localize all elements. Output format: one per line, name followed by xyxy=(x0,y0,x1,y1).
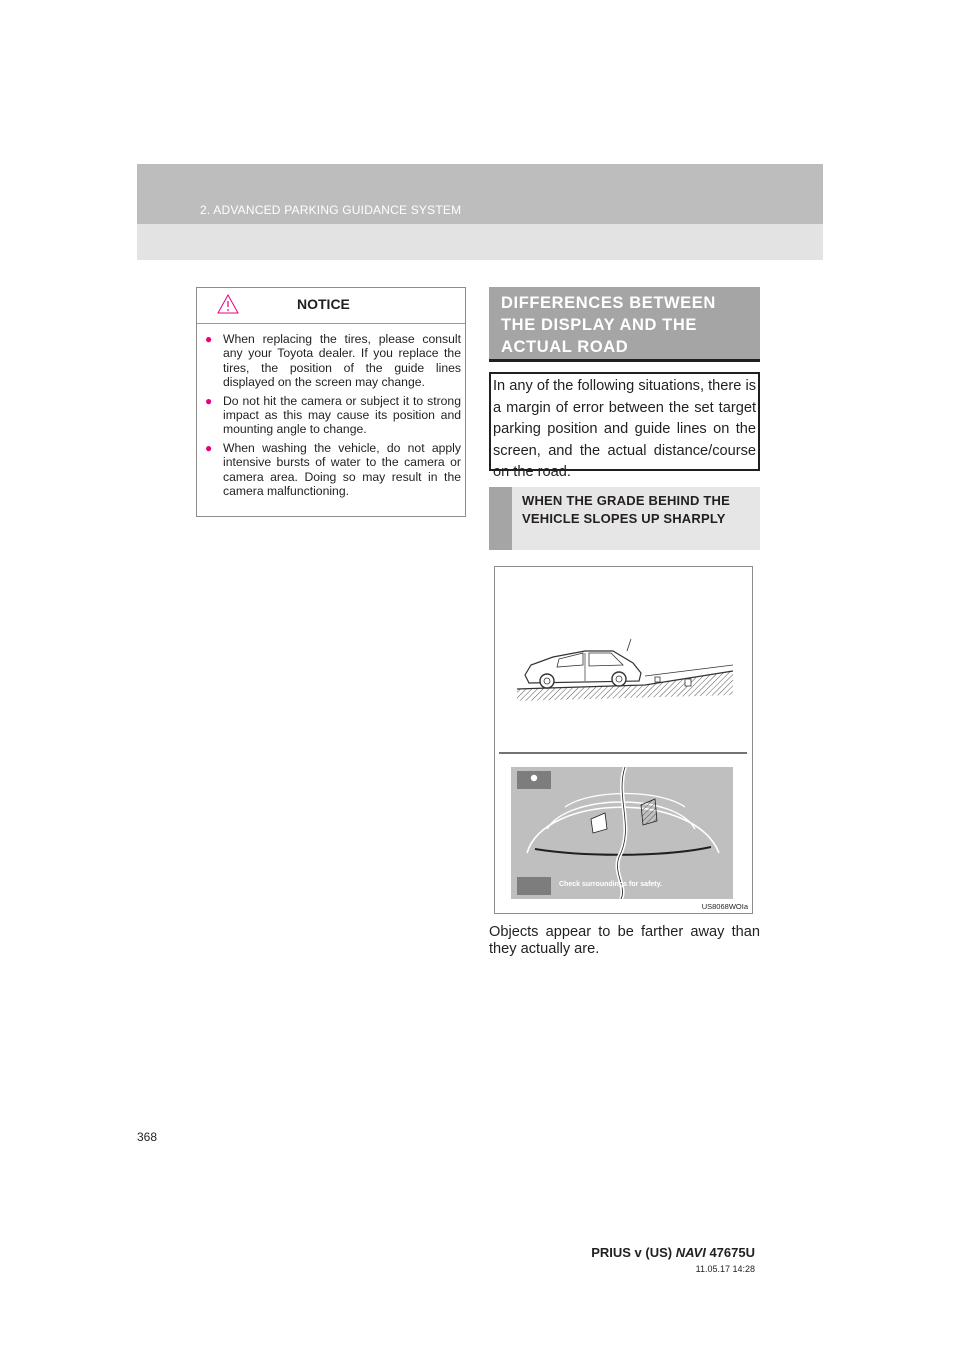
notice-item xyxy=(205,394,461,437)
page-number: 368 xyxy=(137,1130,158,1144)
screen-message: Check surroundings for safety. xyxy=(559,881,662,888)
notice-item xyxy=(205,332,461,390)
bullet-icon: ● xyxy=(205,440,213,455)
slope-illustration xyxy=(495,567,752,913)
notice-item-text: When washing the vehicle, do not apply intensive bursts of water to the camera or camera area. Doing so may result in the camera malfunctioning. xyxy=(223,440,461,499)
bullet-icon: ● xyxy=(205,393,213,408)
notice-title: NOTICE xyxy=(297,296,350,312)
header-subband xyxy=(137,224,823,260)
notice-box xyxy=(196,287,466,517)
footer-timestamp: 11.05.17 14:28 xyxy=(695,1264,755,1274)
illustration-figure xyxy=(494,566,753,914)
grade-title: WHEN THE GRADE BEHIND THE VEHICLE SLOPES UP SHARPLY xyxy=(522,493,730,526)
grade-heading-bar xyxy=(489,487,512,550)
marker-icon xyxy=(685,679,691,686)
marker-icon xyxy=(655,677,660,682)
notice-item-text: When replacing the tires, please consult any your Toyota dealer. If you replace the tires, the position of the guide lines displayed on the screen may change. xyxy=(223,332,461,390)
warning-triangle-icon xyxy=(217,294,239,314)
screen-button xyxy=(517,877,551,895)
differences-title: DIFFERENCES BETWEEN THE DISPLAY AND THE ACTUAL ROAD xyxy=(501,294,716,356)
model-code: 47675U xyxy=(709,1245,755,1260)
notice-list xyxy=(205,332,461,502)
model-name: PRIUS v (US) xyxy=(591,1245,673,1260)
notice-item xyxy=(205,441,461,499)
grade-heading xyxy=(489,487,760,550)
camera-icon xyxy=(531,775,537,781)
notice-item-text: Do not hit the camera or subject it to strong impact as this may cause its position and mounting angle to change. xyxy=(223,393,461,437)
bullet-icon: ● xyxy=(205,332,213,346)
notice-header xyxy=(197,288,465,324)
differences-heading xyxy=(489,287,760,362)
footer-model xyxy=(591,1245,755,1260)
section-title: 2. ADVANCED PARKING GUIDANCE SYSTEM xyxy=(200,203,462,217)
navi-label: NAVI xyxy=(675,1245,706,1260)
car-icon xyxy=(525,639,641,688)
figure-caption: Objects appear to be farther away than they actually are. xyxy=(489,924,760,957)
figure-code: US8068WOIa xyxy=(701,902,748,911)
differences-description: In any of the following situations, there is a margin of error between the set target parking position and guide lines on the screen, and the actual distance/course on the road. xyxy=(489,372,760,471)
